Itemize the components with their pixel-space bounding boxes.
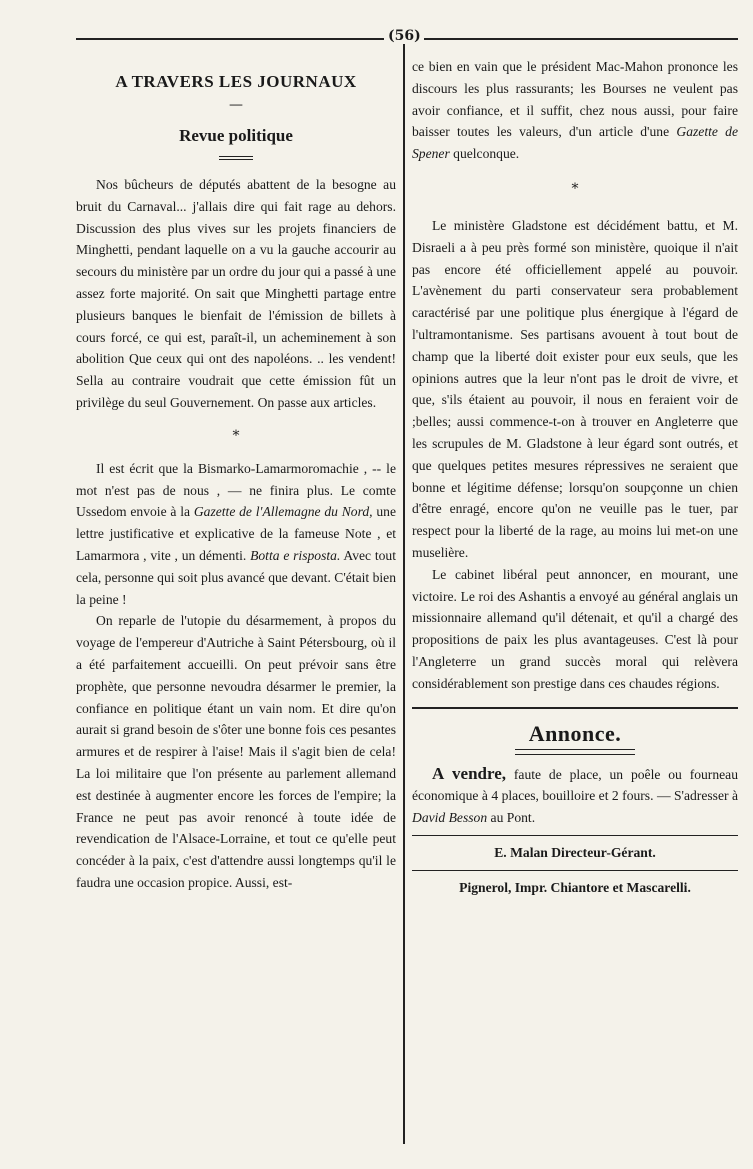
header-rule-left <box>76 38 384 40</box>
italic-run: Gazette de Spener <box>412 124 738 162</box>
paragraph-bismarko <box>76 458 396 611</box>
section-subtitle: Revue politique <box>179 126 293 145</box>
director-line: E. Malan Directeur-Gérant. <box>494 844 656 860</box>
announce-ornament <box>515 749 635 755</box>
paragraph-desarmement: On reparle de l'utopie du désarmement, à propos du voyage de l'empereur d'Autriche à Saint Pétersbourg, où il a été parfaitement accueilli. On peut prévoir sans être prophète, que personne nevoudra désarmer le premier, la confiance en politique étant un vain nom. Et dire qu'on aurait si grand besoin de s'ôter une bonne fois ces pesantes armures et de respirer à l'aise! Mais il s'agit bien de cela! La loi militaire que l'on présente au parlement allemand est destinée à augmenter encore les forces de l'empire; la France ne peut pas avoir renoncé à toute idée de revendication de l'Alsace-Lorraine, et tout ce qu'elle peut concéder à la paix, c'est d'attendre aussi longtemps qu'il le faudra une occasion propice. Aussi, est- <box>76 613 396 890</box>
right-column <box>412 48 738 899</box>
ad-text <box>412 763 738 829</box>
announce-title: Annonce. <box>528 720 622 746</box>
text-run: ce bien en vain que le président Mac-Mahon prononce les discours les plus rassurants; les Bourses ne veulent pas avoir confiance, et il suffit, chez nous aussi, pour faire baisser toutes les valeurs, d'un article d'une <box>412 59 738 140</box>
text-run: Il est écrit que la Bismarko-Lamarmoromachie , -- le mot n'est pas de nous , — ne finira plus. Le comte Ussedom envoie à la <box>76 460 396 520</box>
printer-line: Pignerol, Impr. Chiantore et Mascarelli. <box>459 879 691 895</box>
italic-run: Botta e risposta. <box>250 547 341 563</box>
separator-star: * <box>232 427 240 444</box>
text-run: au Pont. <box>487 810 536 826</box>
paragraph-gladstone: Le ministère Gladstone est décidément battu, et M. Disraeli a à peu près formé son ministère, quoique il n'ait pas encore été officiellement appelé au pouvoir. L'avènement du parti conservateur sera probablement caractérisé par une politique plus énergique à l'égard de l'ultramontanisme. Ses partisans avouent à tout bout de champ que la liberté doit exister pour eux seuls, que les opinions autres que la leur n'ont pas le droit de vivre, et que, s'ils étaient au pouvoir, il nous en feraient voir de ;belles; aussi commence-t-on à trouver en Angleterre que les scrupules de M. Gladstone à leur égard sont outrés, et que quelques petites mesures répressives ne seraient que bonne et légitime défense; lorsqu'on soupçonne un chien d'être enragé, encore qu'on ne veuille pas le tuer, par respect pour la liberté de la rage, au moins lui met-on une muselière. <box>412 217 738 560</box>
column-divider <box>403 44 405 1144</box>
text-run: faute de place, un poêle ou fourneau économique à 4 places, bouilloire et 2 fours. — S'adresser à <box>412 766 738 804</box>
separator-star: * <box>571 180 579 197</box>
italic-run: David Besson <box>412 810 488 826</box>
director-rule <box>412 835 738 836</box>
text-run: Avec tout cela, personne qui soit plus avancé que devant. C'était bien la peine ! <box>76 547 396 607</box>
paragraph-carnaval: Nos bûcheurs de députés abattent de la besogne au bruit du Carnaval... j'allais dire qui fait rage au dehors. Discussion des plus vives sur les projets financiers de Minghetti, pendant laquelle on a vu la gauche accourir au secours du ministère par un ordre du jour qui a passé à une assez forte majorité. On sait que Minghetti partage entre plusieurs banques le bienfait de l'émission de billets à cours forcé, ce qui est, paraît-il, un acheminement à son abolition Que ceux qui ont des napoléons. .. les vendent! Sella au contraire voudrait que cette émission fût un privilège du seul Gouvernement. On passe aux articles. <box>76 177 396 410</box>
header-rule-right <box>424 38 738 40</box>
paragraph-ashantis: Le cabinet libéral peut annoncer, en mourant, une victoire. Le roi des Ashantis a envoyé au général anglais un missionnaire allemand qu'il détenait, et qu'il a chargé des propositions de paix les plus avantageuses. C'est là pour l'Angleterre un grand succès moral qui relèvera considérablement son prestige dans ces chaudes régions. <box>412 566 738 691</box>
text-run: une lettre justificative et explicative de la fameuse Note , et Lamarmora , vite , un démenti. <box>76 504 397 563</box>
page-number: (56) <box>388 28 421 44</box>
title-dash: — <box>229 97 243 113</box>
subtitle-rule <box>219 156 253 160</box>
text-run: quelconque. <box>449 146 520 162</box>
section-title: A TRAVERS LES JOURNAUX <box>115 72 357 91</box>
announce-rule <box>412 707 738 709</box>
left-column <box>76 48 396 894</box>
italic-run: Gazette de l'Allemagne du Nord, <box>193 504 373 520</box>
ad-lead: A vendre, <box>432 763 507 783</box>
printer-rule <box>412 870 738 871</box>
paragraph-macmahon <box>412 56 738 165</box>
